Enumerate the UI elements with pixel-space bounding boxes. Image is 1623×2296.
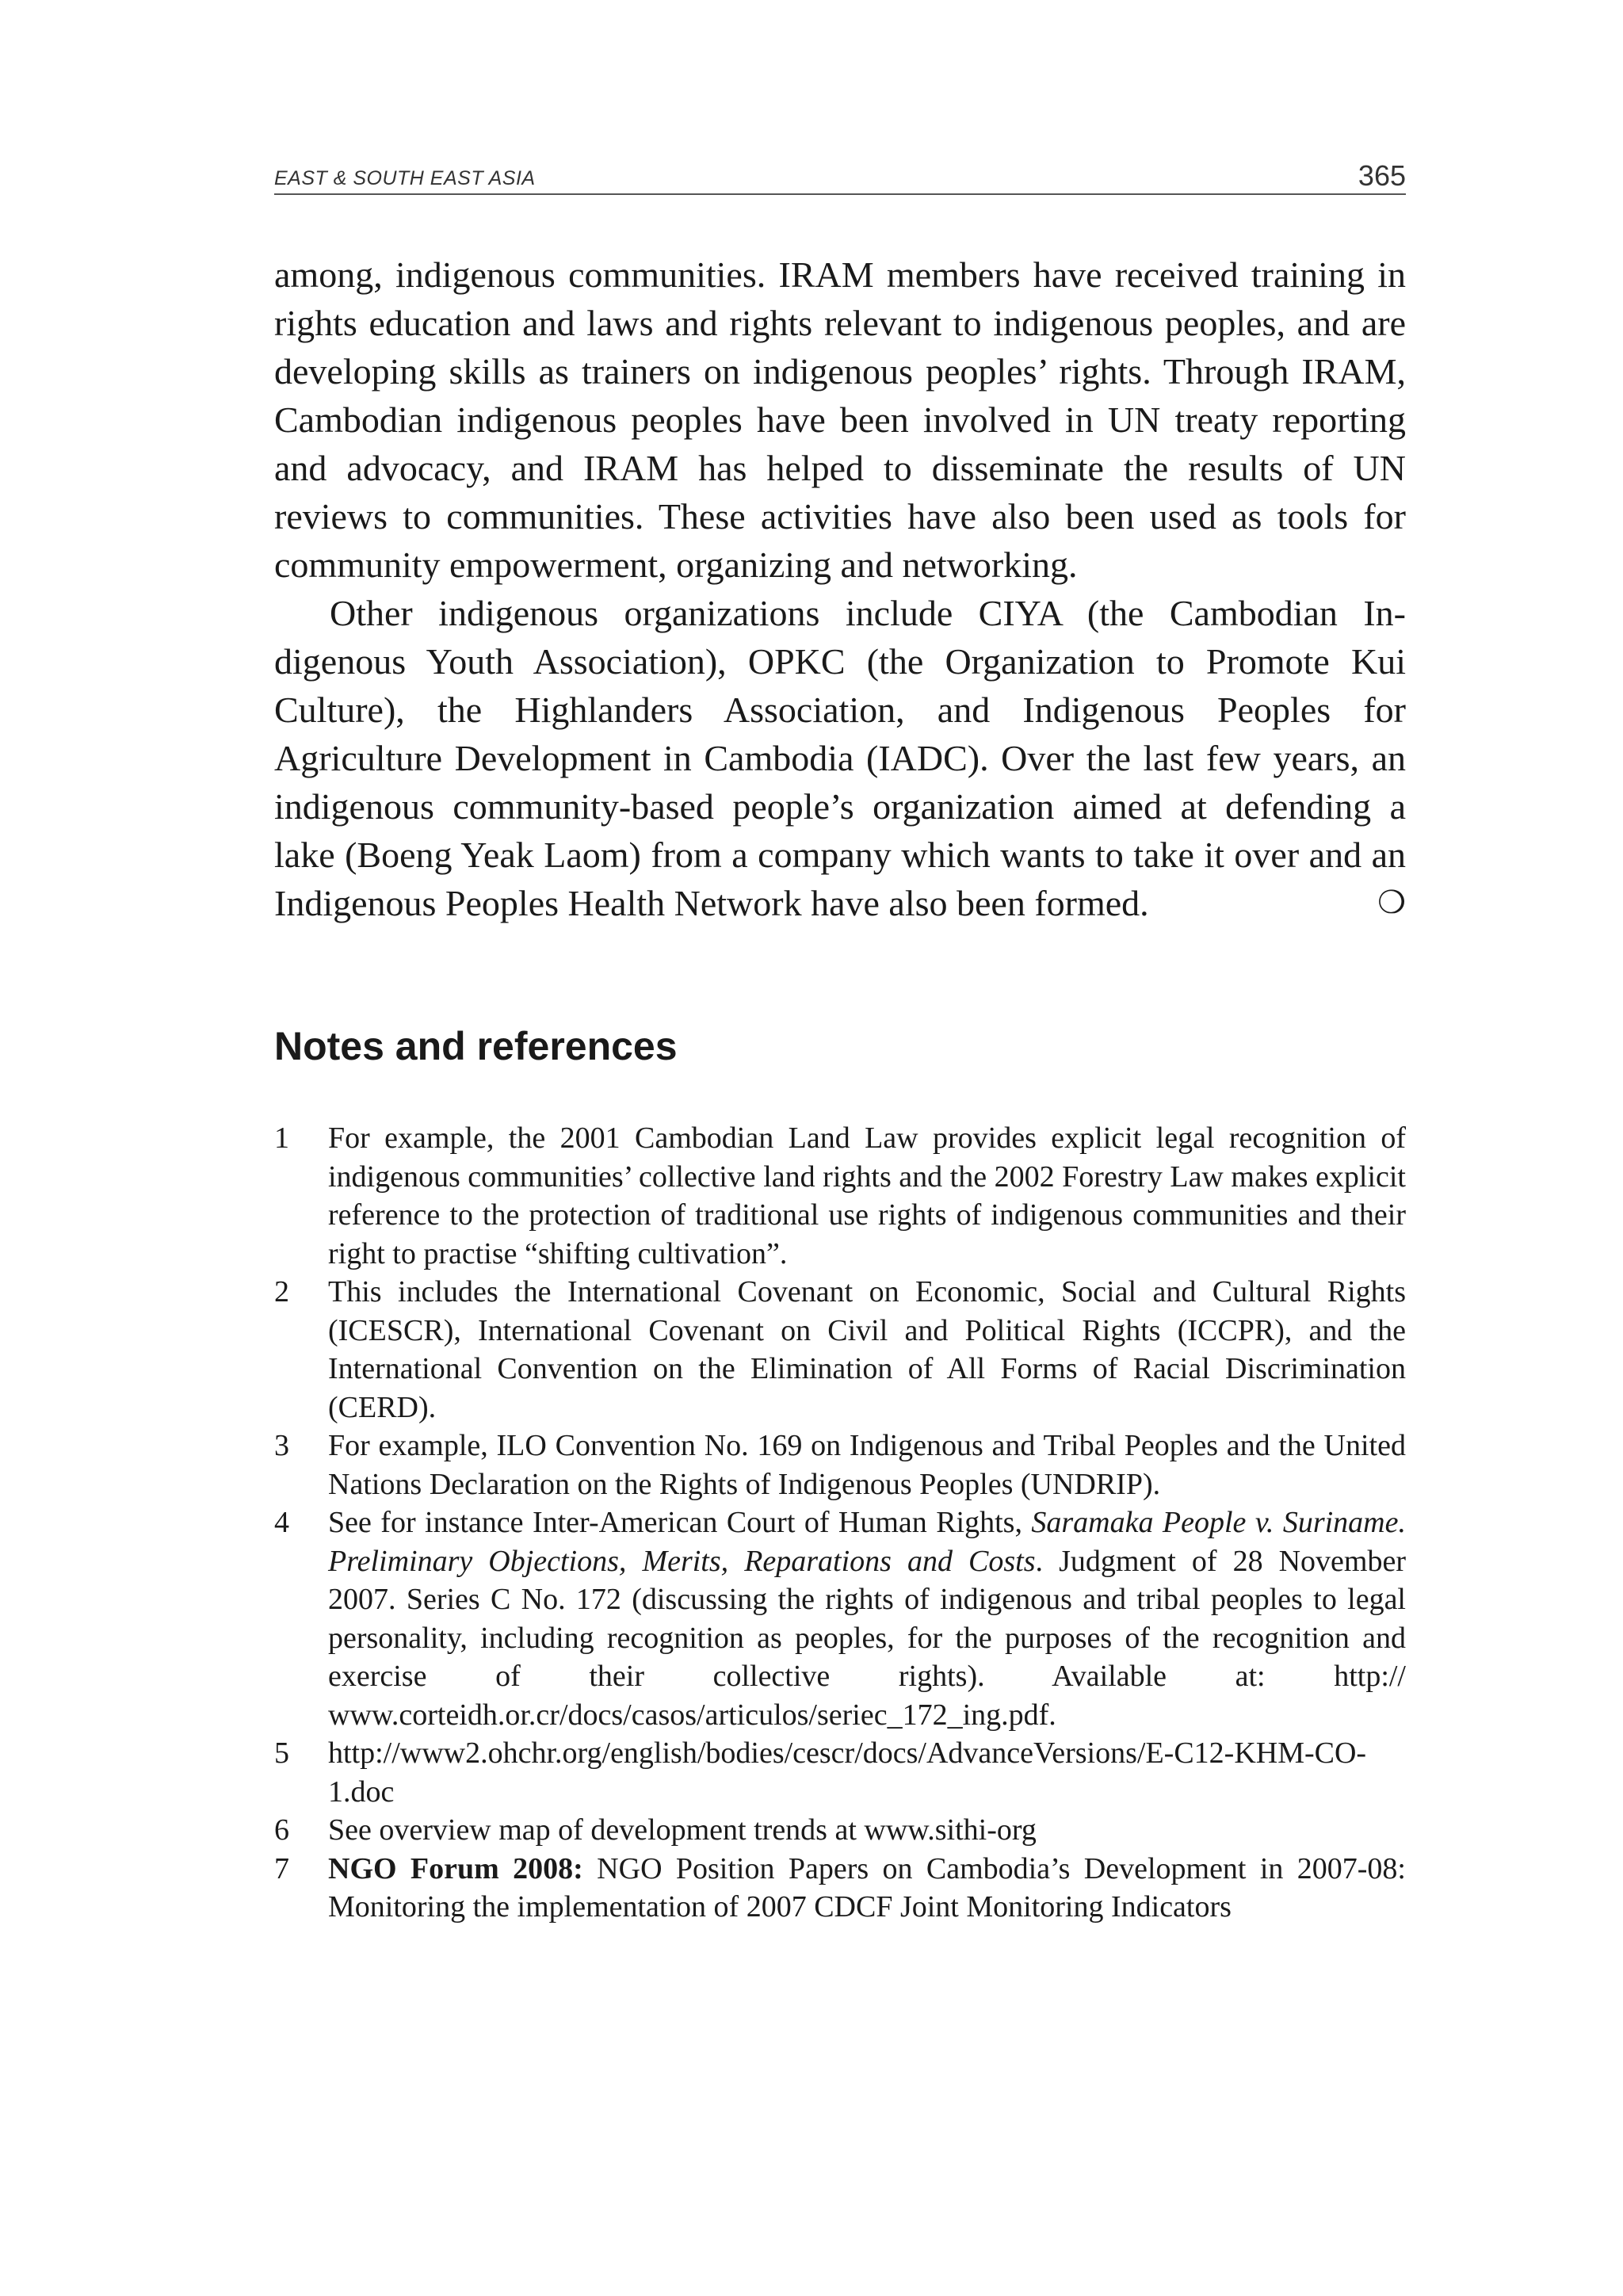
note-text-plain: See for instance Inter-American Court of Human Rights, xyxy=(328,1506,1032,1539)
note-text: For example, ILO Convention No. 169 on Indigenous and Tribal Peoples and the United Nations Declaration on the Rights of Indigenous Peoples (UNDRIP). xyxy=(328,1429,1406,1501)
note-number: 4 xyxy=(274,1506,289,1539)
note-number: 5 xyxy=(274,1736,289,1770)
notes-heading: Notes and references xyxy=(274,1024,678,1068)
note-item xyxy=(274,1503,1406,1734)
body-paragraph xyxy=(274,589,1406,927)
note-text-bold: NGO Forum 2008: xyxy=(328,1851,583,1885)
note-item xyxy=(274,1734,1406,1811)
note-text: For example, the 2001 Cambodian Land Law provides explicit legal recognition of indigenous communities’ collective land rights and the 2002 Forestry Law makes explicit reference to the protection of traditional use rights of indigenous communities and their right to practise “shifting cultivation”. xyxy=(328,1121,1406,1270)
end-of-article-icon: ❍ xyxy=(1377,884,1406,921)
body-text xyxy=(274,250,1406,927)
case-title-italic: Saramaka People v. Suriname. Preliminary Objections, Merits, Reparations and Costs xyxy=(328,1506,1406,1578)
note-text-plain: . Judgment of 28 November 2007. Series C No. 172 (discussing the rights of indigenous and tribal peoples to legal personality, including recognition as peoples, for the purposes of the recognition and exercise of their collective rights). Available at: http:// www.corteidh.or.cr/docs/casos/articulos/seriec_172_ing.pdf. xyxy=(328,1544,1407,1732)
note-text xyxy=(328,1850,1406,1927)
note-item xyxy=(274,1850,1406,1927)
note-text: See overview map of development trends at www.sithi-org xyxy=(328,1813,1037,1847)
notes-list xyxy=(274,1119,1406,1927)
note-item xyxy=(274,1119,1406,1273)
note-text-plain: NGO Position Papers on Cambodia’s Development in 2007-08: Monitoring the implementation of 2007 CDCF Joint Monitoring Indicators xyxy=(328,1851,1406,1924)
note-url: http://www2.ohchr.org/english/bodies/cescr/docs/AdvanceVersions/E-C12-KHM-CO-1.doc xyxy=(328,1736,1367,1809)
section-title: EAST & SOUTH EAST ASIA xyxy=(274,167,536,189)
note-number: 3 xyxy=(274,1429,289,1462)
note-number: 7 xyxy=(274,1851,289,1885)
note-item xyxy=(274,1427,1406,1503)
note-number: 1 xyxy=(274,1121,289,1155)
note-number: 6 xyxy=(274,1813,289,1847)
note-item xyxy=(274,1811,1406,1850)
note-text xyxy=(328,1503,1406,1734)
page-number: 365 xyxy=(1358,159,1406,192)
running-header xyxy=(274,151,1406,195)
body-paragraph: among, indigenous communities. IRAM members have received training in rights education and laws and rights relevant to indigenous peoples, and are developing skills as trainers on indigenous peoples’ rights. Through IRAM, Cambodian indigenous peoples have been involved in UN treaty reporting and advocacy, and IRAM has helped to disseminate the results of UN reviews to communities. These activities have also been used as tools for community empowerment, organizing and networking. xyxy=(274,254,1406,585)
document-page xyxy=(274,151,1406,1927)
note-item xyxy=(274,1273,1406,1427)
note-text: This includes the International Covenant on Economic, Social and Cultural Rights (ICESCR), International Covenant on Civil and Political Rights (ICCPR), and the International Convention on the Elimination of All Forms of Racial Discrimination (CERD). xyxy=(328,1275,1406,1424)
note-number: 2 xyxy=(274,1275,289,1308)
paragraph-text: Other indigenous organizations include CIYA (the Cambodian Indigenous Youth Association), OPKC (the Organization to Promote Kui Culture), the Highlanders Association, and Indigenous Peoples for Agriculture Development in Cambodia (IADC). Over the last few years, an indigenous community-based people’s organization aimed at defending a lake (Boeng Yeak Laom) from a company which wants to take it over and an Indigenous Peoples Health Network have also been formed. xyxy=(274,593,1406,923)
